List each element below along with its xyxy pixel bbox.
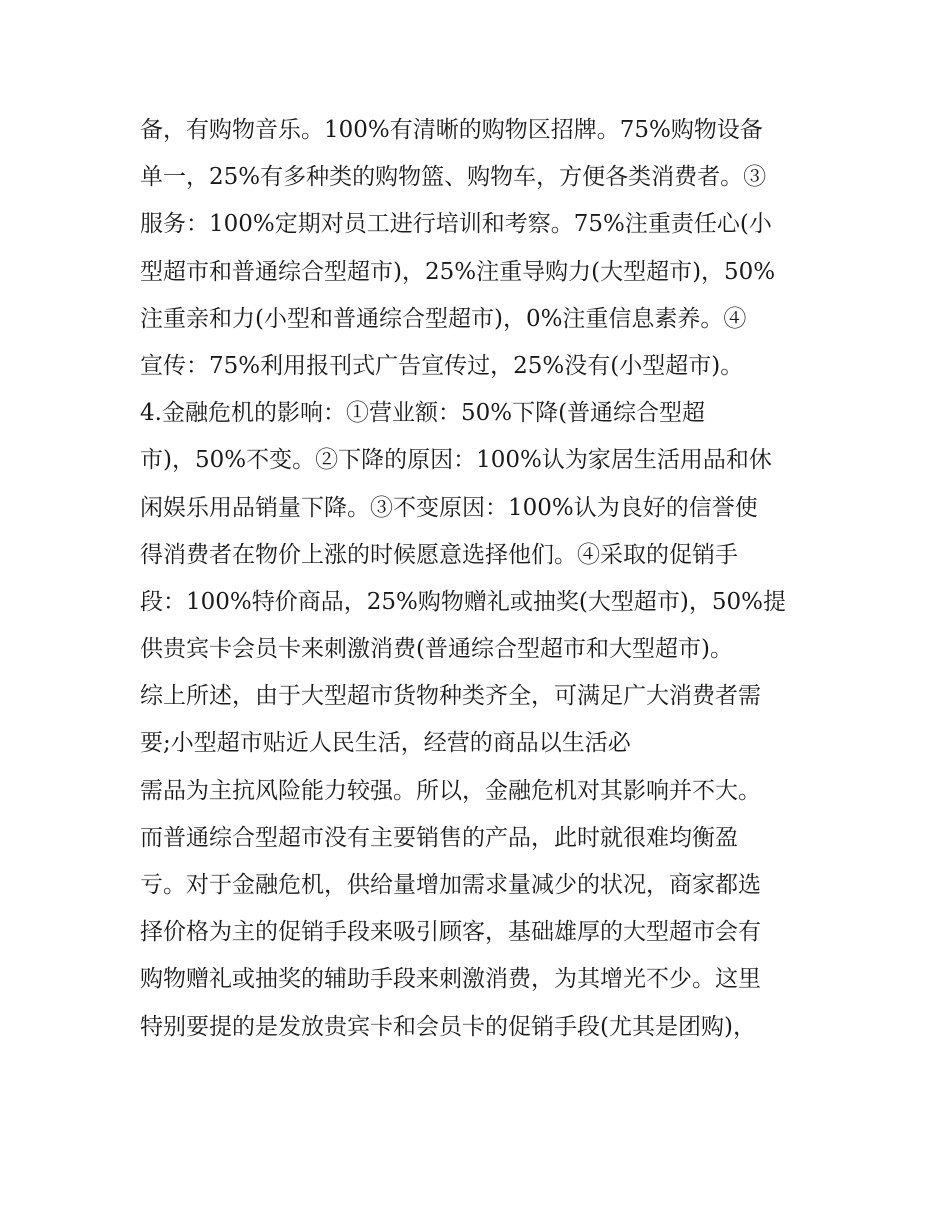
text-line-12: 供贵宾卡会员卡来刺激消费(普通综合型超市和大型超市)。 <box>140 636 733 663</box>
text-line-9: 闲娱乐用品销量下降。③不变原因：100%认为良好的信誉使 <box>140 494 758 521</box>
text-line-1: 备，有购物音乐。100%有清晰的购物区招牌。75%购物设备 <box>140 117 763 143</box>
text-line-6: 宣传：75%利用报刊式广告宣传过，25%没有(小型超市)。 <box>140 352 744 379</box>
text-line-18: 择价格为主的促销手段来吸引顾客，基础雄厚的大型超市会有 <box>140 919 761 946</box>
text-line-8: 市)，50%不变。②下降的原因：100%认为家居生活用品和休 <box>140 447 772 474</box>
text-line-3: 服务：100%定期对员工进行培训和考察。75%注重责任心(小 <box>140 211 772 238</box>
text-line-10: 得消费者在物价上涨的时候愿意选择他们。④采取的促销手 <box>140 541 738 568</box>
text-line-14: 要;小型超市贴近人民生活，经营的商品以生活必 <box>140 730 631 757</box>
text-line-20: 特别要提的是发放贵宾卡和会员卡的促销手段(尤其是团购)， <box>140 1013 756 1040</box>
text-line-19: 购物赠礼或抽奖的辅助手段来刺激消费，为其增光不少。这里 <box>140 966 761 993</box>
text-line-13: 综上所述，由于大型超市货物种类齐全，可满足广大消费者需 <box>140 683 761 710</box>
text-line-11: 段：100%特价商品，25%购物赠礼或抽奖(大型超市)，50%提 <box>140 588 786 615</box>
text-line-5: 注重亲和力(小型和普通综合型超市)，0%注重信息素养。④ <box>140 305 747 332</box>
text-line-7: 4.金融危机的影响：①营业额：50%下降(普通综合型超 <box>140 400 706 427</box>
body-text <box>140 107 820 1051</box>
text-line-16: 而普通综合型超市没有主要销售的产品，此时就很难均衡盈 <box>140 824 738 851</box>
text-line-2: 单一，25%有多种类的购物篮、购物车，方便各类消费者。③ <box>140 164 767 191</box>
text-line-17: 亏。对于金融危机，供给量增加需求量减少的状况，商家都选 <box>140 872 761 898</box>
text-line-15: 需品为主抗风险能力较强。所以，金融危机对其影响并不大。 <box>140 777 761 804</box>
text-line-4: 型超市和普通综合型超市)，25%注重导购力(大型超市)，50% <box>140 258 776 285</box>
